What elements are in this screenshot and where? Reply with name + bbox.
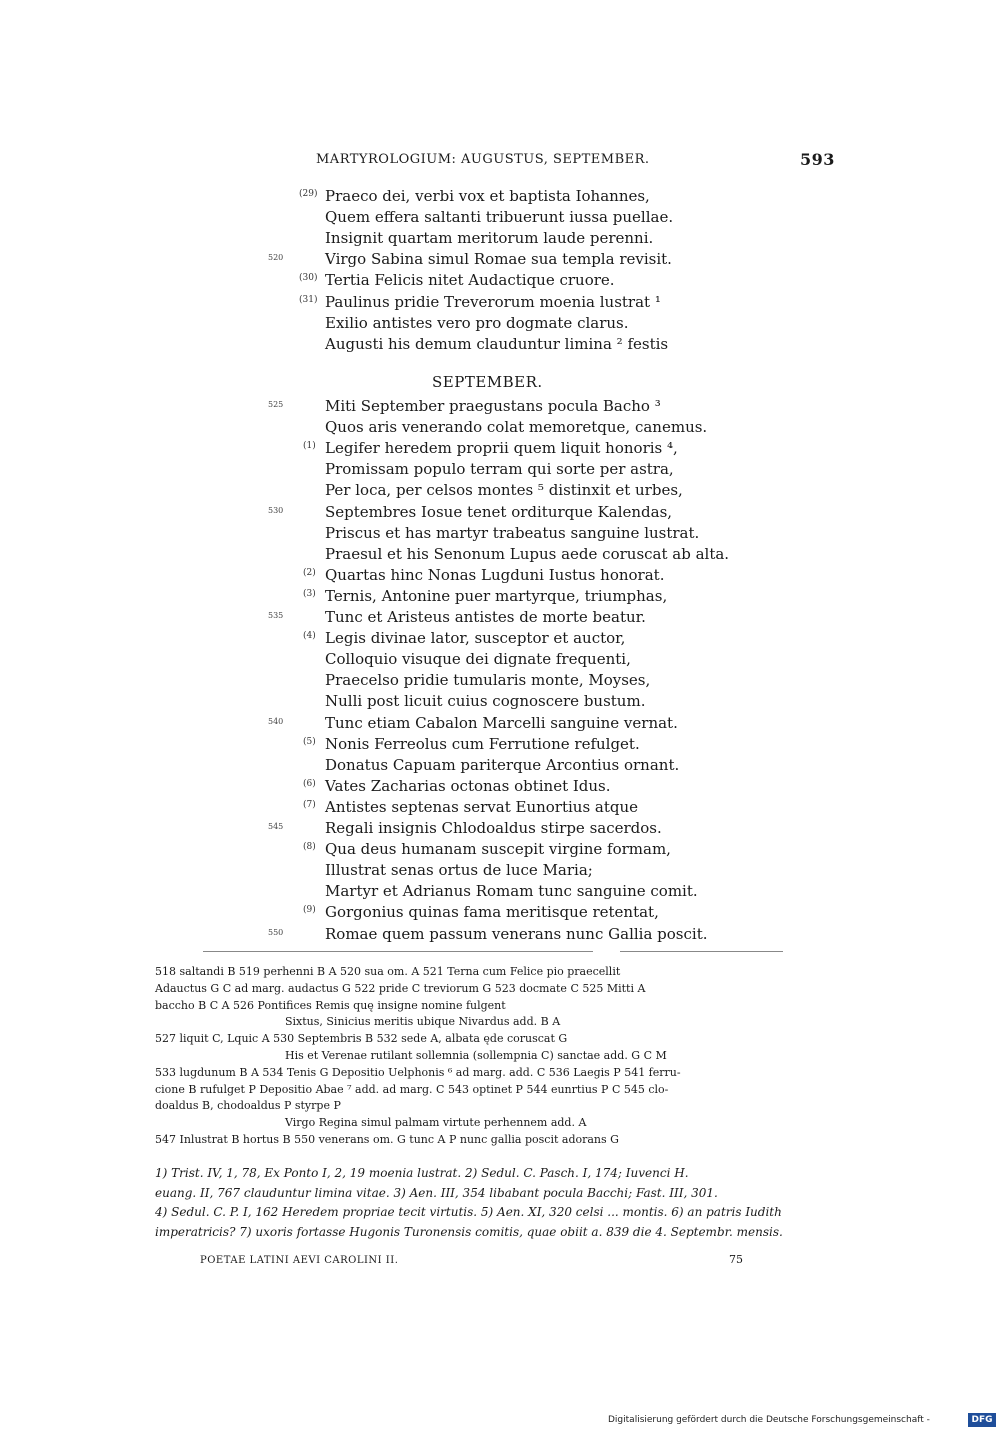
day-marker: (5) (303, 736, 316, 747)
verse-text: Donatus Capuam pariterque Arcontius ornant. (325, 755, 680, 774)
apparatus-line: doaldus B, chodoaldus P styrpe P (155, 1099, 341, 1113)
verse-text: Septembres Iosue tenet orditurque Kalendas, (325, 502, 673, 521)
verse-number: 525 (268, 400, 284, 409)
section-title: SEPTEMBER. (432, 373, 543, 391)
verse-line (0, 692, 1000, 713)
verse-text: Tertia Felicis nitet Audactique cruore. (325, 271, 615, 290)
verse-text: Exilio antistes vero pro dogmate clarus. (325, 313, 629, 332)
verse-line (0, 439, 1000, 460)
day-marker: (2) (303, 567, 316, 578)
verse-text: Quos aris venerando colat memoretque, canemus. (325, 418, 708, 437)
day-marker: (4) (303, 631, 316, 642)
verse-text: Augusti his demum clauduntur limina ² festis (325, 334, 669, 353)
day-marker: (9) (303, 905, 316, 916)
apparatus-line: His et Verenae rutilant sollemnia (sollempnia C) sanctae add. G C M (285, 1049, 667, 1062)
verse-text: Colloquio visuque dei dignate frequenti, (325, 650, 631, 669)
verse-text: Paulinus pridie Treverorum moenia lustrat ¹ (325, 292, 661, 311)
running-title: MARTYROLOGIUM: AUGUSTUS, SEPTEMBER. (316, 152, 650, 167)
verse-number: 520 (268, 253, 284, 263)
day-marker: (31) (299, 294, 318, 305)
verse-line (0, 187, 1000, 208)
verse-line (0, 503, 1000, 524)
verse-number: 535 (268, 611, 284, 620)
verse-text: Gorgonius quinas fama meritisque retentat, (325, 903, 659, 922)
verse-text: Per loca, per celsos montes ⁵ distinxit et urbes, (325, 481, 683, 500)
apparatus-line: Adauctus G C ad marg. audactus G 522 pride C treviorum G 523 docmate C 525 Mitti A (155, 981, 646, 995)
verse-text: Legifer heredem proprii quem liquit honoris ⁴, (325, 439, 678, 458)
verse-line (0, 566, 1000, 587)
footnote-line: 4) Sedul. C. P. I, 162 Heredem propriae tecit virtutis. 5) Aen. XI, 320 celsi ... montis. 6) an patris Iudith (155, 1205, 782, 1219)
verse-line (0, 756, 1000, 777)
footnote-line: imperatricis? 7) uxoris fortasse Hugonis Turonensis comitis, quae obiit a. 839 die 4. Septembr. mensis. (155, 1224, 783, 1239)
verse-text: Regali insignis Chlodoaldus stirpe sacerdos. (325, 819, 662, 837)
verse-line (0, 882, 1000, 903)
day-marker: (8) (303, 842, 316, 853)
verse-text: Quartas hinc Nonas Lugduni Iustus honorat. (325, 565, 665, 584)
rule-right (620, 951, 783, 952)
verse-line (0, 671, 1000, 692)
verse-number: 545 (268, 822, 284, 831)
day-marker: (6) (303, 778, 316, 789)
apparatus-line: 527 liquit C, Lquic A 530 Septembris B 532 sede A, albata ęde coruscat G (155, 1032, 568, 1046)
verse-text: Praecelso pridie tumularis monte, Moyses, (325, 671, 651, 690)
apparatus-line: 533 lugdunum B A 534 Tenis G Depositio Uelphonis ⁶ ad marg. add. C 536 Laegis P 541 ferru- (155, 1065, 681, 1079)
verse-text: Illustrat senas ortus de luce Maria; (325, 861, 593, 880)
apparatus-line: baccho B C A 526 Pontifices Remis quę insigne nomine fulgent (155, 998, 506, 1012)
verse-text: Miti September praegustans pocula Bacho ³ (325, 397, 661, 415)
verse-line (0, 481, 1000, 502)
verse-line (0, 271, 1000, 292)
verse-line (0, 608, 1000, 629)
verse-text: Nonis Ferreolus cum Ferrutione refulget. (325, 734, 640, 753)
verse-text: Romae quem passum venerans nunc Gallia poscit. (325, 924, 708, 943)
verse-line (0, 229, 1000, 250)
verse-text: Qua deus humanam suscepit virgine formam, (325, 840, 671, 859)
apparatus-line: cione B rufulget P Depositio Abae ⁷ add. ad marg. C 543 optinet P 544 eunrtius P C 545 clo- (155, 1082, 669, 1096)
verse-line (0, 335, 1000, 356)
verse-line (0, 524, 1000, 545)
verse-line (0, 925, 1000, 946)
verse-number: 530 (268, 505, 284, 515)
verse-text: Quem effera saltanti tribuerunt iussa puellae. (325, 208, 674, 227)
footnote-line: euang. II, 767 clauduntur limina vitae. 3) Aen. III, 354 libabant pocula Bacchi; Fast. III, 301. (155, 1185, 718, 1200)
verse-line (0, 460, 1000, 481)
verse-number: 550 (268, 927, 284, 937)
day-marker: (29) (299, 189, 318, 199)
verse-text: Priscus et has martyr trabeatus sanguine lustrat. (325, 523, 700, 542)
apparatus-line: Virgo Regina simul palmam virtute perhennem add. A (285, 1116, 587, 1130)
verse-line (0, 840, 1000, 861)
apparatus-line: 547 Inlustrat B hortus B 550 venerans om. G tunc A P nunc gallia poscit adorans G (155, 1133, 619, 1146)
verse-line (0, 629, 1000, 650)
verse-text: Legis divinae lator, susceptor et auctor, (325, 629, 626, 648)
verse-line (0, 861, 1000, 882)
verse-text: Ternis, Antonine puer martyrque, triumphas, (325, 586, 668, 605)
verse-text: Praeco dei, verbi vox et baptista Iohannes, (325, 187, 650, 205)
verse-text: Antistes septenas servat Eunortius atque (325, 797, 639, 816)
verse-line (0, 650, 1000, 671)
day-marker: (30) (299, 273, 318, 284)
verse-line (0, 714, 1000, 735)
signature-mark: 75 (729, 1253, 743, 1266)
series-title: POETAE LATINI AEVI CAROLINI II. (200, 1255, 399, 1266)
verse-text: Praesul et his Senonum Lupus aede coruscat ab alta. (325, 544, 730, 563)
verse-text: Tunc etiam Cabalon Marcelli sanguine vernat. (325, 713, 678, 732)
verse-line (0, 314, 1000, 335)
verse-text: Vates Zacharias octonas obtinet Idus. (325, 776, 611, 795)
day-marker: (3) (303, 588, 316, 599)
verse-line (0, 250, 1000, 271)
verse-text: Virgo Sabina simul Romae sua templa revisit. (325, 250, 672, 269)
verse-text: Tunc et Aristeus antistes de morte beatur. (325, 608, 646, 626)
verse-line (0, 819, 1000, 840)
verse-line (0, 798, 1000, 819)
verse-line (0, 777, 1000, 798)
verse-text: Insignit quartam meritorum laude perenni. (325, 229, 654, 248)
verse-line (0, 545, 1000, 566)
verse-line (0, 587, 1000, 608)
verse-line (0, 397, 1000, 418)
apparatus-line: 518 saltandi B 519 perhenni B A 520 sua om. A 521 Terna cum Felice pio praecellit (155, 965, 621, 978)
verse-text: Martyr et Adrianus Romam tunc sanguine comit. (325, 882, 698, 901)
verse-line (0, 293, 1000, 314)
dfg-logo: DFG (968, 1413, 996, 1427)
verse-line (0, 735, 1000, 756)
verse-text: Promissam populo terram qui sorte per astra, (325, 460, 674, 479)
digitization-credit: Digitalisierung gefördert durch die Deutsche Forschungsgemeinschaft - (608, 1415, 930, 1425)
verse-line (0, 418, 1000, 439)
verse-line (0, 903, 1000, 924)
day-marker: (1) (303, 441, 316, 452)
day-marker: (7) (303, 799, 316, 810)
rule-left (203, 951, 593, 952)
apparatus-line: Sixtus, Sinicius meritis ubique Nivardus add. B A (285, 1015, 561, 1029)
footnote-line: 1) Trist. IV, 1, 78, Ex Ponto I, 2, 19 moenia lustrat. 2) Sedul. C. Pasch. I, 174; Iuvenci H. (155, 1166, 689, 1180)
page-number: 593 (800, 150, 835, 169)
verse-line (0, 208, 1000, 229)
verse-number: 540 (268, 716, 284, 726)
verse-text: Nulli post licuit cuius cognoscere bustum. (325, 692, 646, 711)
